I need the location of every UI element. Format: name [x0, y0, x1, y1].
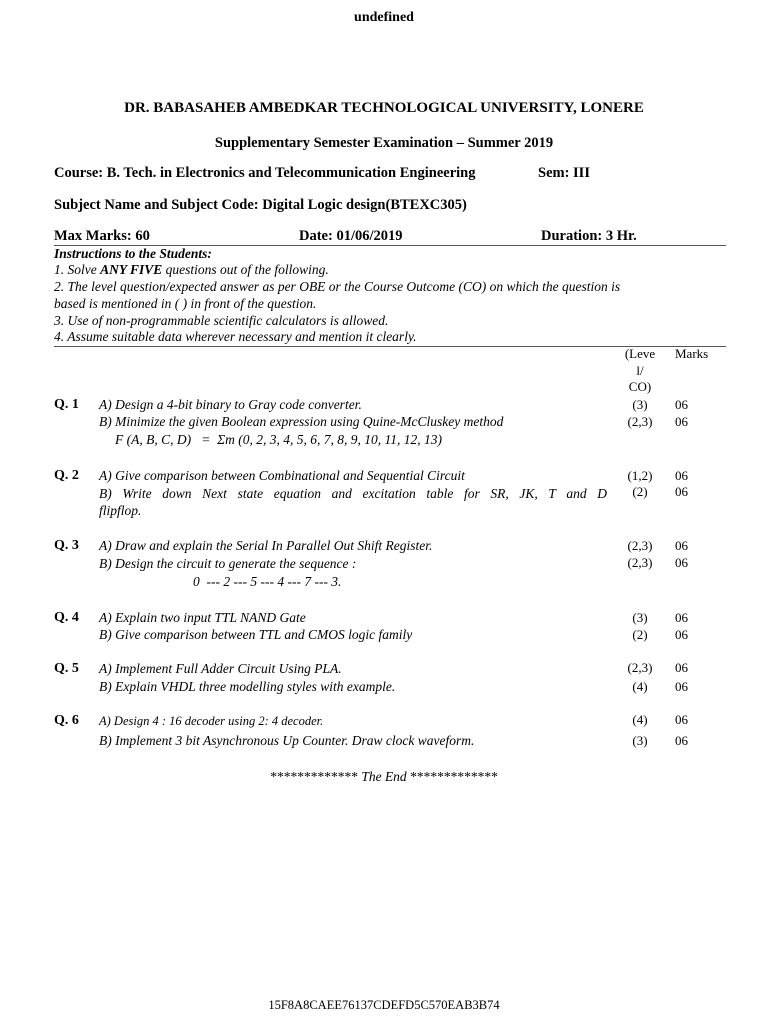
q4-part-b: B) Give comparison between TTL and CMOS logic family [99, 627, 413, 642]
q3-b-level: (2,3) [627, 555, 653, 570]
exam-date: Date: 01/06/2019 [299, 228, 403, 244]
q1-expression: F (A, B, C, D) = Σm (0, 2, 3, 4, 5, 6, 7, 8, 9, 10, 11, 12, 13) [115, 432, 442, 447]
the-end-stars-left: ************* [270, 769, 358, 784]
instruction-2a: 2. The level question/expected answer as per OBE or the Course Outcome (CO) on which the question is [54, 279, 621, 294]
q3-sequence: 0 --- 2 --- 5 --- 4 --- 7 --- 3. [193, 574, 342, 589]
instruction-1-post: questions out of the following. [162, 262, 329, 277]
q6-part-a: A) Design 4 : 16 decoder using 2: 4 decoder. [99, 714, 324, 728]
q6-b-level: (3) [632, 733, 648, 748]
q4-a-level: (3) [632, 610, 648, 625]
the-end-stars-right: ************* [410, 769, 498, 784]
q2-part-a: A) Give comparison between Combinational and Sequential Circuit [99, 468, 465, 483]
instruction-1 [54, 262, 329, 278]
q3-a-level: (2,3) [627, 538, 653, 553]
duration: Duration: 3 Hr. [541, 228, 637, 244]
q5-a-marks: 06 [675, 660, 688, 675]
subject-line: Subject Name and Subject Code: Digital Logic design(BTEXC305) [54, 197, 467, 213]
q3-number: Q. 3 [54, 538, 79, 553]
footer-code: 15F8A8CAEE76137CDEFD5C570EAB3B74 [268, 998, 500, 1012]
max-marks: Max Marks: 60 [54, 228, 150, 244]
q3-a-marks: 06 [675, 538, 688, 553]
q5-number: Q. 5 [54, 661, 79, 676]
q2-a-level: (1,2) [627, 468, 653, 483]
q1-a-level: (3) [632, 397, 648, 412]
q4-part-a: A) Explain two input TTL NAND Gate [99, 610, 306, 625]
level-header-3: CO) [628, 379, 652, 394]
page-header: undefined [354, 10, 414, 25]
q6-number: Q. 6 [54, 713, 79, 728]
q4-a-marks: 06 [675, 610, 688, 625]
q3-part-a: A) Draw and explain the Serial In Parallel Out Shift Register. [99, 538, 433, 553]
instructions-heading: Instructions to the Students: [54, 246, 212, 261]
q1-a-marks: 06 [675, 397, 688, 412]
instruction-3: 3. Use of non-programmable scientific calculators is allowed. [54, 313, 389, 328]
q5-a-level: (2,3) [627, 660, 653, 675]
q5-part-b: B) Explain VHDL three modelling styles with example. [99, 679, 396, 694]
q3-part-b: B) Design the circuit to generate the sequence : [99, 556, 357, 571]
q1-b-level: (2,3) [627, 414, 653, 429]
q1-b-marks: 06 [675, 414, 688, 429]
q1-number: Q. 1 [54, 397, 79, 412]
level-header-1: (Leve [624, 346, 656, 361]
q4-b-level: (2) [632, 627, 648, 642]
q5-part-a: A) Implement Full Adder Circuit Using PLA. [99, 661, 342, 676]
instruction-1-bold: ANY FIVE [100, 262, 163, 277]
q1-part-a: A) Design a 4-bit binary to Gray code converter. [99, 397, 362, 412]
q2-a-marks: 06 [675, 468, 688, 483]
q3-b-marks: 06 [675, 555, 688, 570]
q6-b-marks: 06 [675, 733, 688, 748]
q6-part-b: B) Implement 3 bit Asynchronous Up Counter. Draw clock waveform. [99, 733, 475, 748]
q4-number: Q. 4 [54, 610, 79, 625]
the-end-text: The End [361, 769, 407, 784]
q2-number: Q. 2 [54, 468, 79, 483]
q1-part-b: B) Minimize the given Boolean expression using Quine-McCluskey method [99, 414, 504, 429]
instruction-1-pre: 1. Solve [54, 262, 101, 277]
q2-b-marks: 06 [675, 484, 688, 499]
instruction-2b: based is mentioned in ( ) in front of the question. [54, 296, 317, 311]
semester: Sem: III [538, 165, 590, 181]
q5-b-level: (4) [632, 679, 648, 694]
q6-a-marks: 06 [675, 712, 688, 727]
course-line: Course: B. Tech. in Electronics and Telecommunication Engineering [54, 165, 476, 181]
q2-part-b-cont: flipflop. [99, 503, 142, 518]
level-header-2: l/ [636, 363, 644, 378]
university-name: DR. BABASAHEB AMBEDKAR TECHNOLOGICAL UNIVERSITY, LONERE [124, 100, 644, 116]
q4-b-marks: 06 [675, 627, 688, 642]
instruction-4: 4. Assume suitable data wherever necessary and mention it clearly. [54, 329, 417, 344]
q5-b-marks: 06 [675, 679, 688, 694]
q2-b-level: (2) [632, 484, 648, 499]
exam-title: Supplementary Semester Examination – Summer 2019 [214, 135, 554, 151]
q2-part-b: B) Write down Next state equation and excitation table for SR, JK, T and D [99, 486, 607, 501]
marks-header: Marks [675, 346, 709, 361]
the-end-line [0, 769, 768, 785]
q6-a-level: (4) [632, 712, 648, 727]
